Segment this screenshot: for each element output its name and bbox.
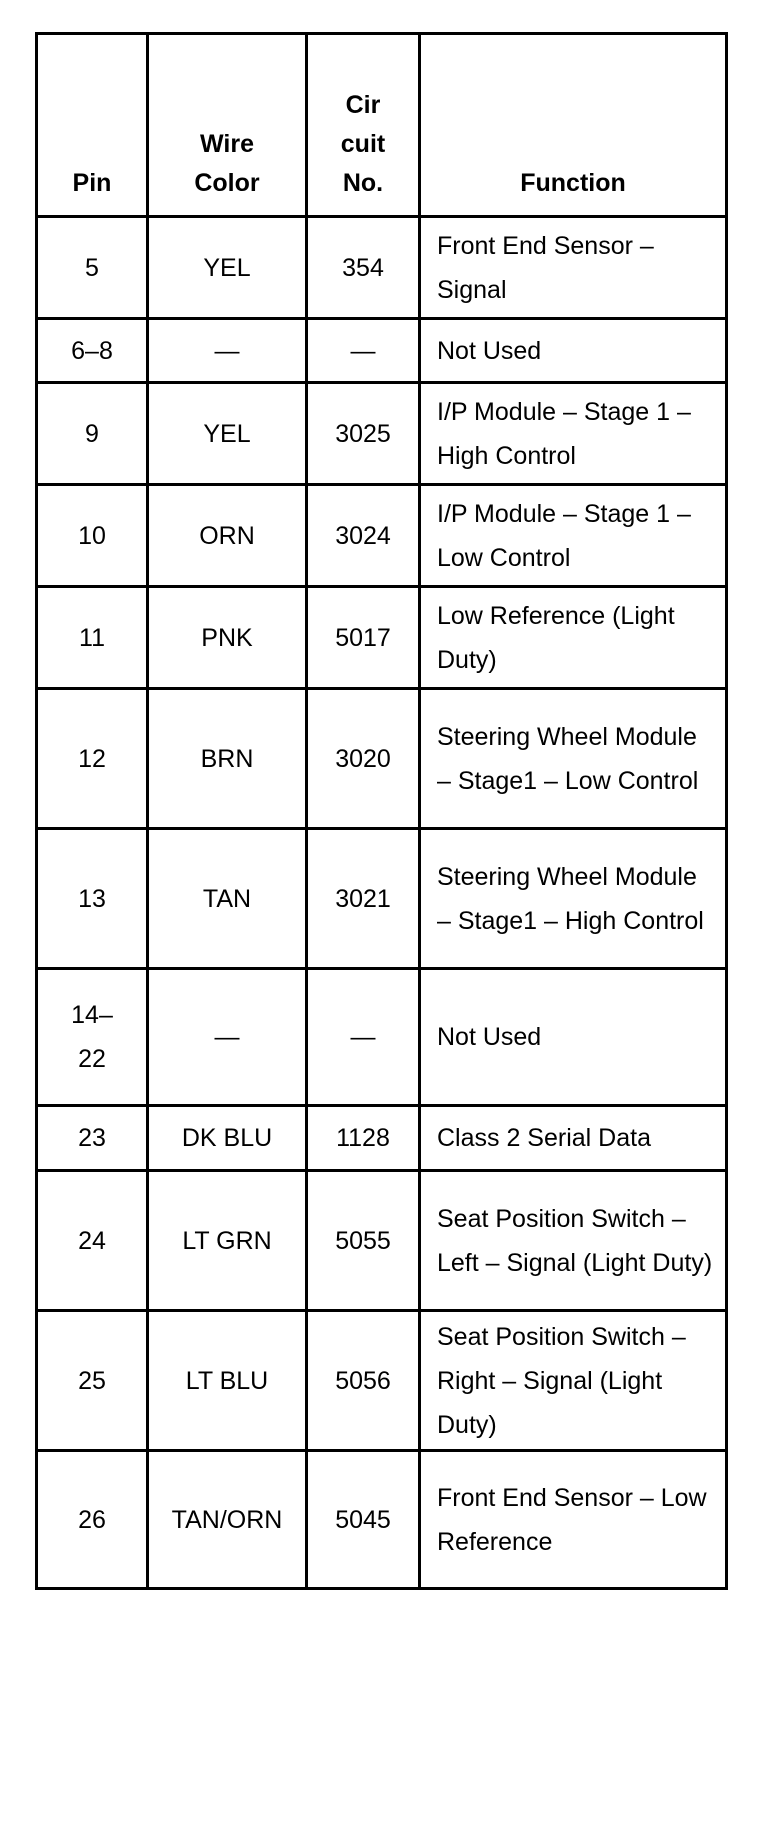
pin-cell: 24 [37,1171,148,1311]
table-row [37,1311,727,1451]
pin-cell: 11 [37,587,148,689]
wire-color-cell: LT GRN [148,1171,307,1311]
wire-color-cell: — [148,319,307,383]
connector-pinout-table [35,32,728,1590]
pin-cell: 6–8 [37,319,148,383]
circuit-no-cell: 3025 [307,383,420,485]
table-row [37,485,727,587]
function-cell: Seat Position Switch – Right – Signal (Light Duty) [420,1311,727,1451]
function-cell: Class 2 Serial Data [420,1106,727,1171]
pin-cell: 10 [37,485,148,587]
pin-cell: 13 [37,829,148,969]
circuit-no-cell: 1128 [307,1106,420,1171]
wire-color-cell: YEL [148,217,307,319]
header-circuit-no: Cir cuit No. [307,34,420,217]
header-wire-color: Wire Color [148,34,307,217]
circuit-no-cell: 3024 [307,485,420,587]
table-row [37,217,727,319]
table-row [37,689,727,829]
header-function: Function [420,34,727,217]
table-row [37,383,727,485]
function-cell: Not Used [420,319,727,383]
wire-color-cell: TAN/ORN [148,1451,307,1589]
table-row [37,1106,727,1171]
circuit-no-cell: — [307,319,420,383]
pin-cell: 12 [37,689,148,829]
circuit-no-cell: 5017 [307,587,420,689]
header-pin: Pin [37,34,148,217]
wire-color-cell: PNK [148,587,307,689]
wire-color-cell: TAN [148,829,307,969]
function-cell: Steering Wheel Module – Stage1 – High Control [420,829,727,969]
wire-color-cell: LT BLU [148,1311,307,1451]
circuit-no-cell: 354 [307,217,420,319]
circuit-no-cell: — [307,969,420,1106]
function-cell: Low Reference (Light Duty) [420,587,727,689]
pin-cell: 14–22 [37,969,148,1106]
circuit-no-cell: 5055 [307,1171,420,1311]
function-cell: Not Used [420,969,727,1106]
pin-cell: 26 [37,1451,148,1589]
wire-color-cell: DK BLU [148,1106,307,1171]
table-row [37,587,727,689]
pin-cell: 23 [37,1106,148,1171]
table-row [37,319,727,383]
pin-cell: 25 [37,1311,148,1451]
function-cell: Steering Wheel Module – Stage1 – Low Control [420,689,727,829]
function-cell: Front End Sensor – Low Reference [420,1451,727,1589]
function-cell: I/P Module – Stage 1 – Low Control [420,485,727,587]
pin-cell: 9 [37,383,148,485]
wire-color-cell: YEL [148,383,307,485]
table-row [37,1451,727,1589]
table-header-row [37,34,727,217]
circuit-no-cell: 3021 [307,829,420,969]
wire-color-cell: ORN [148,485,307,587]
wire-color-cell: BRN [148,689,307,829]
wire-color-cell: — [148,969,307,1106]
function-cell: I/P Module – Stage 1 – High Control [420,383,727,485]
function-cell: Front End Sensor – Signal [420,217,727,319]
table-row [37,1171,727,1311]
table-row [37,829,727,969]
table-row [37,969,727,1106]
circuit-no-cell: 5056 [307,1311,420,1451]
circuit-no-cell: 5045 [307,1451,420,1589]
pin-cell: 5 [37,217,148,319]
function-cell: Seat Position Switch – Left – Signal (Light Duty) [420,1171,727,1311]
circuit-no-cell: 3020 [307,689,420,829]
